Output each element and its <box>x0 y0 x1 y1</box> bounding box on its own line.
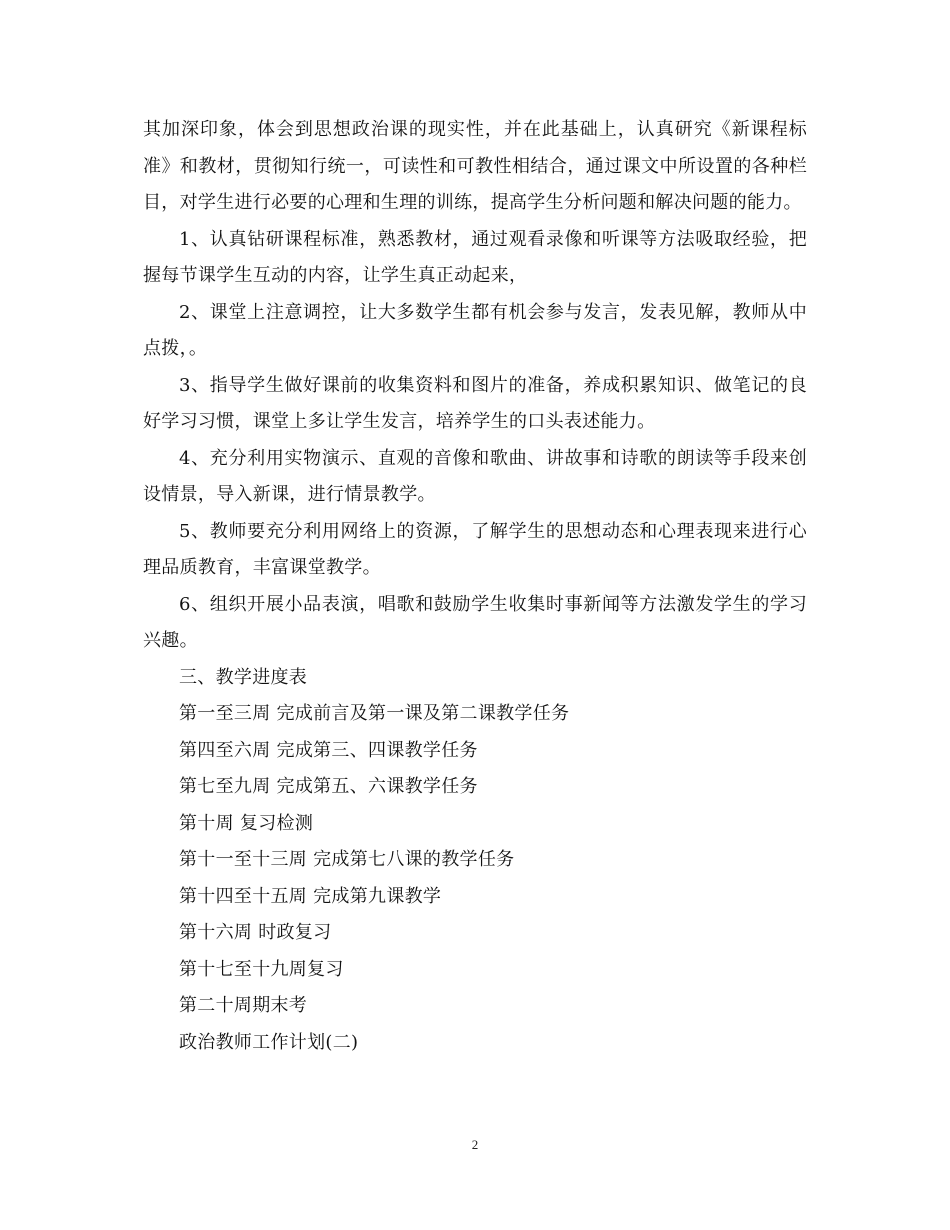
page-number: 2 <box>471 1137 479 1152</box>
next-section-title: 政治教师工作计划(二) <box>179 1031 359 1053</box>
schedule-item: 第一至三周 完成前言及第一课及第二课教学任务 <box>179 703 570 724</box>
schedule-list <box>143 696 807 1061</box>
schedule-item: 第七至九周 完成第五、六课教学任务 <box>179 776 478 797</box>
paragraph-item-5: 5、教师要充分利用网络上的资源，了解学生的思想动态和心理表现来进行心理品质教育，丰富课堂教学。 <box>143 520 807 578</box>
schedule-item: 第十四至十五周 完成第九课教学 <box>179 885 442 907</box>
document-body <box>143 112 807 1061</box>
paragraph-item-6: 6、组织开展小品表演，唱歌和鼓励学生收集时事新闻等方法激发学生的学习兴趣。 <box>143 593 807 651</box>
paragraph-item-2: 2、课堂上注意调控，让大多数学生都有机会参与发言，发表见解，教师从中点拨，。 <box>143 301 807 359</box>
schedule-item: 第十一至十三周 完成第七八课的教学任务 <box>179 849 515 870</box>
schedule-item: 第四至六周 完成第三、四课教学任务 <box>179 739 478 761</box>
paragraph-item-1: 1、认真钻研课程标准，熟悉教材，通过观看录像和听课等方法吸取经验，把握每节课学生互动的内容，让学生真正动起来， <box>143 228 807 286</box>
paragraph-item-3: 3、指导学生做好课前的收集资料和图片的准备，养成积累知识、做笔记的良好学习习惯，课堂上多让学生发言，培养学生的口头表述能力。 <box>143 374 807 432</box>
schedule-item: 第十周 复习检测 <box>179 812 314 834</box>
section-heading: 三、教学进度表 <box>179 666 308 688</box>
paragraph-intro: 其加深印象，体会到思想政治课的现实性，并在此基础上，认真研究《新课程标准》和教材，贯彻知行统一，可读性和可教性相结合，通过课文中所设置的各种栏目，对学生进行必要的心理和生理的训练，提高学生分析问题和解决问题的能力。 <box>143 119 807 213</box>
schedule-item: 第十六周 时政复习 <box>179 922 332 943</box>
schedule-item: 第二十周期末考 <box>179 995 308 1016</box>
paragraph-item-4: 4、充分利用实物演示、直观的音像和歌曲、讲故事和诗歌的朗读等手段来创设情景，导入新课，进行情景教学。 <box>143 447 807 505</box>
schedule-item: 第十七至十九周复习 <box>179 958 344 980</box>
